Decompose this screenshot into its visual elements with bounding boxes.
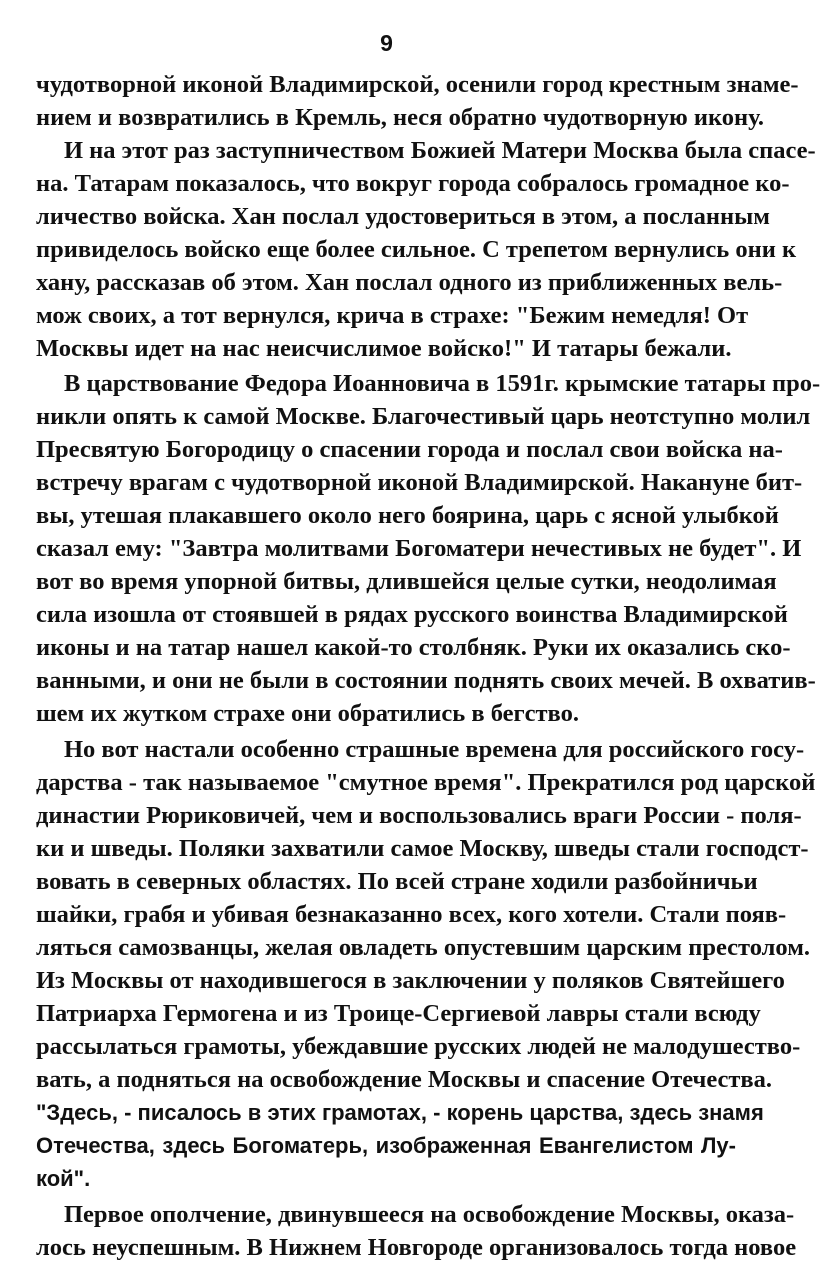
text-line: шайки, грабя и убивая безнаказанно всех, кого хотели. Стали появ- — [36, 901, 787, 928]
text-line: ляться самозванцы, желая овладеть опустевшим царским престолом. — [36, 934, 811, 961]
text-line: вать, а подняться на освобождение Москвы и спасение Отечества. — [36, 1066, 773, 1093]
text-line: хану, рассказав об этом. Хан послал одного из приближенных вель- — [36, 269, 783, 296]
text-line: династии Рюриковичей, чем и воспользовались враги России - поля- — [36, 802, 802, 829]
text-line: лось неуспешным. В Нижнем Новгороде организовалось тогда новое — [36, 1234, 797, 1261]
text-line: вовать в северных областях. По всей стране ходили разбойничьи — [36, 868, 758, 895]
text-line: сила изошла от стоявшей в рядах русского воинства Владимирской — [36, 601, 788, 628]
text-line: привиделось войско еще более сильное. С трепетом вернулись они к — [36, 236, 797, 263]
text-line: Из Москвы от находившегося в заключении у поляков Святейшего — [36, 967, 785, 994]
text-line: В царствование Федора Иоанновича в 1591г. крымские татары про- — [64, 370, 820, 397]
text-line: Но вот настали особенно страшные времена для российского госу- — [64, 736, 805, 763]
text-line: кой". — [36, 1166, 91, 1191]
text-line: Отечества, здесь Богоматерь, изображенная Евангелистом Лу- — [36, 1133, 736, 1158]
text-line: мож своих, а тот вернулся, крича в страхе: "Бежим немедля! От — [36, 302, 749, 329]
text-line: ки и шведы. Поляки захватили самое Москву, шведы стали господст- — [36, 835, 809, 862]
text-line: сказал ему: "Завтра молитвами Богоматери нечестивых не будет". И — [36, 535, 802, 562]
text-line: встречу врагам с чудотворной иконой Владимирской. Накануне бит- — [36, 469, 803, 496]
text-line: нием и возвратились в Кремль, неся обратно чудотворную икону. — [36, 104, 765, 131]
text-line: Патриарха Гермогена и из Троице-Сергиевой лавры стали всюду — [36, 1000, 761, 1027]
text-line: "Здесь, - писалось в этих грамотах, - корень царства, здесь знамя — [36, 1100, 764, 1125]
text-line: Пресвятую Богородицу о спасении города и послал свои войска на- — [36, 436, 783, 463]
text-line: на. Татарам показалось, что вокруг города собралось громадное ко- — [36, 170, 790, 197]
text-line: шем их жутком страхе они обратились в бегство. — [36, 700, 579, 727]
text-line: И на этот раз заступничеством Божией Матери Москва была спасе- — [64, 137, 816, 164]
text-line: Москвы идет на нас неисчислимое войско!" И татары бежали. — [36, 335, 732, 362]
text-line: личество войска. Хан послал удостовериться в этом, а посланным — [36, 203, 770, 230]
text-line: рассылаться грамоты, убеждавшие русских людей не малодушество- — [36, 1033, 801, 1060]
text-line: чудотворной иконой Владимирской, осенили город крестным знаме- — [36, 71, 799, 98]
text-line: Первое ополчение, двинувшееся на освобождение Москвы, оказа- — [64, 1201, 795, 1228]
text-line: вы, утешая плакавшего около него боярина, царь с ясной улыбкой — [36, 502, 779, 529]
page-number: 9 — [380, 30, 393, 56]
text-line: иконы и на татар нашел какой-то столбняк. Руки их оказались ско- — [36, 634, 791, 661]
text-line: дарства - так называемое "смутное время". Прекратился род царской — [36, 769, 816, 796]
text-line: ванными, и они не были в состоянии поднять своих мечей. В охватив- — [36, 667, 816, 694]
text-line: вот во время упорной битвы, длившейся целые сутки, неодолимая — [36, 568, 777, 595]
text-line: никли опять к самой Москве. Благочестивый царь неотступно молил — [36, 403, 811, 430]
